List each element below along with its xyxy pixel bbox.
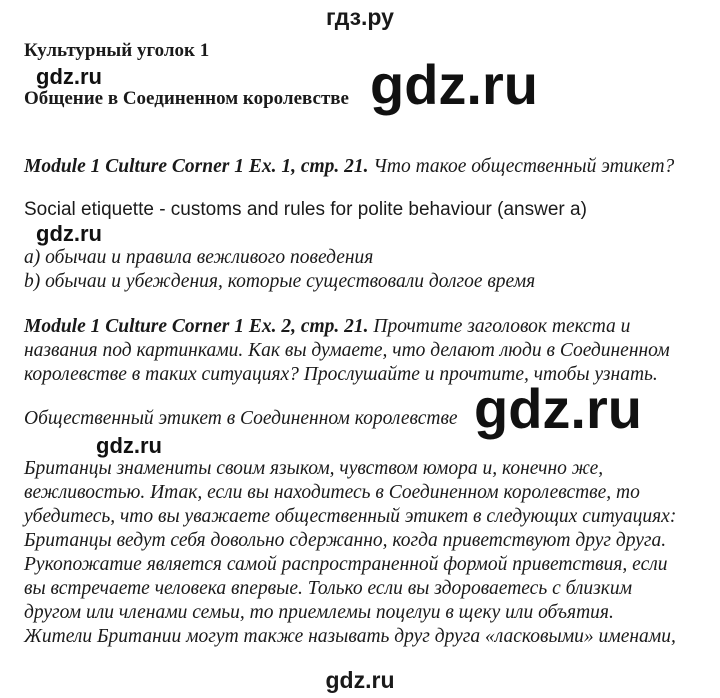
ex2-line-3: королевстве в таких ситуациях? Прослушайте и прочтите, чтобы узнать. xyxy=(24,364,658,385)
ex2-label: Module 1 Culture Corner 1 Ex. 2, стр. 21. xyxy=(24,316,369,337)
paragraph-line: Рукопожатие является самой распространенной формой приветствия, если xyxy=(24,554,668,575)
ex1-label: Module 1 Culture Corner 1 Ex. 1, стр. 21. xyxy=(24,156,369,177)
paragraph-line: Жители Британии могут также называть друг друга «ласковыми» именами, xyxy=(24,626,676,647)
site-header[interactable]: гдз.ру xyxy=(326,4,394,30)
paragraph-line: вежливостью. Итак, если вы находитесь в Соединенном королевстве, то xyxy=(24,482,640,503)
watermark-2: gdz.ru xyxy=(36,221,102,246)
ex1-option-b: b) обычаи и убеждения, которые существовали долгое время xyxy=(24,271,536,292)
ex1-question: Что такое общественный этикет? xyxy=(368,156,675,177)
ex2-line-2: названия под картинками. Как вы думаете, что делают люди в Соединенном xyxy=(24,340,670,361)
paragraph-line: вы встречаете человека впервые. Только если вы здороваетесь с близким xyxy=(24,578,633,599)
watermark-big-1: gdz.ru xyxy=(370,53,538,116)
ex2-line-1: Прочтите заголовок текста и xyxy=(368,316,631,337)
ex1-option-a: a) обычаи и правила вежливого поведения xyxy=(24,247,374,268)
text-title: Общественный этикет в Соединенном королевстве xyxy=(24,408,458,429)
paragraph-line: убедитесь, что вы уважаете общественный этикет в следующих ситуациях: xyxy=(24,506,677,527)
ex1-heading xyxy=(24,156,674,178)
ex2-heading xyxy=(24,316,630,338)
ex1-answer: Social etiquette - customs and rules for polite behaviour (answer a) xyxy=(24,199,587,220)
paragraph-line: Британцы ведут себя довольно сдержанно, когда приветствуют друг друга. xyxy=(24,530,667,551)
watermark-3: gdz.ru xyxy=(96,433,162,458)
paragraph-line: Британцы знамениты своим языком, чувством юмора и, конечно же, xyxy=(24,458,604,479)
page-title: Культурный уголок 1 xyxy=(24,40,210,61)
watermark-big-2: gdz.ru xyxy=(474,377,642,440)
paragraph-line: другом или членами семьи, то приемлемы поцелуи в щеку или объятия. xyxy=(24,602,614,623)
site-footer[interactable]: gdz.ru xyxy=(325,667,395,693)
watermark-1: gdz.ru xyxy=(36,64,102,89)
page-subtitle: Общение в Соединенном королевстве xyxy=(24,88,349,109)
